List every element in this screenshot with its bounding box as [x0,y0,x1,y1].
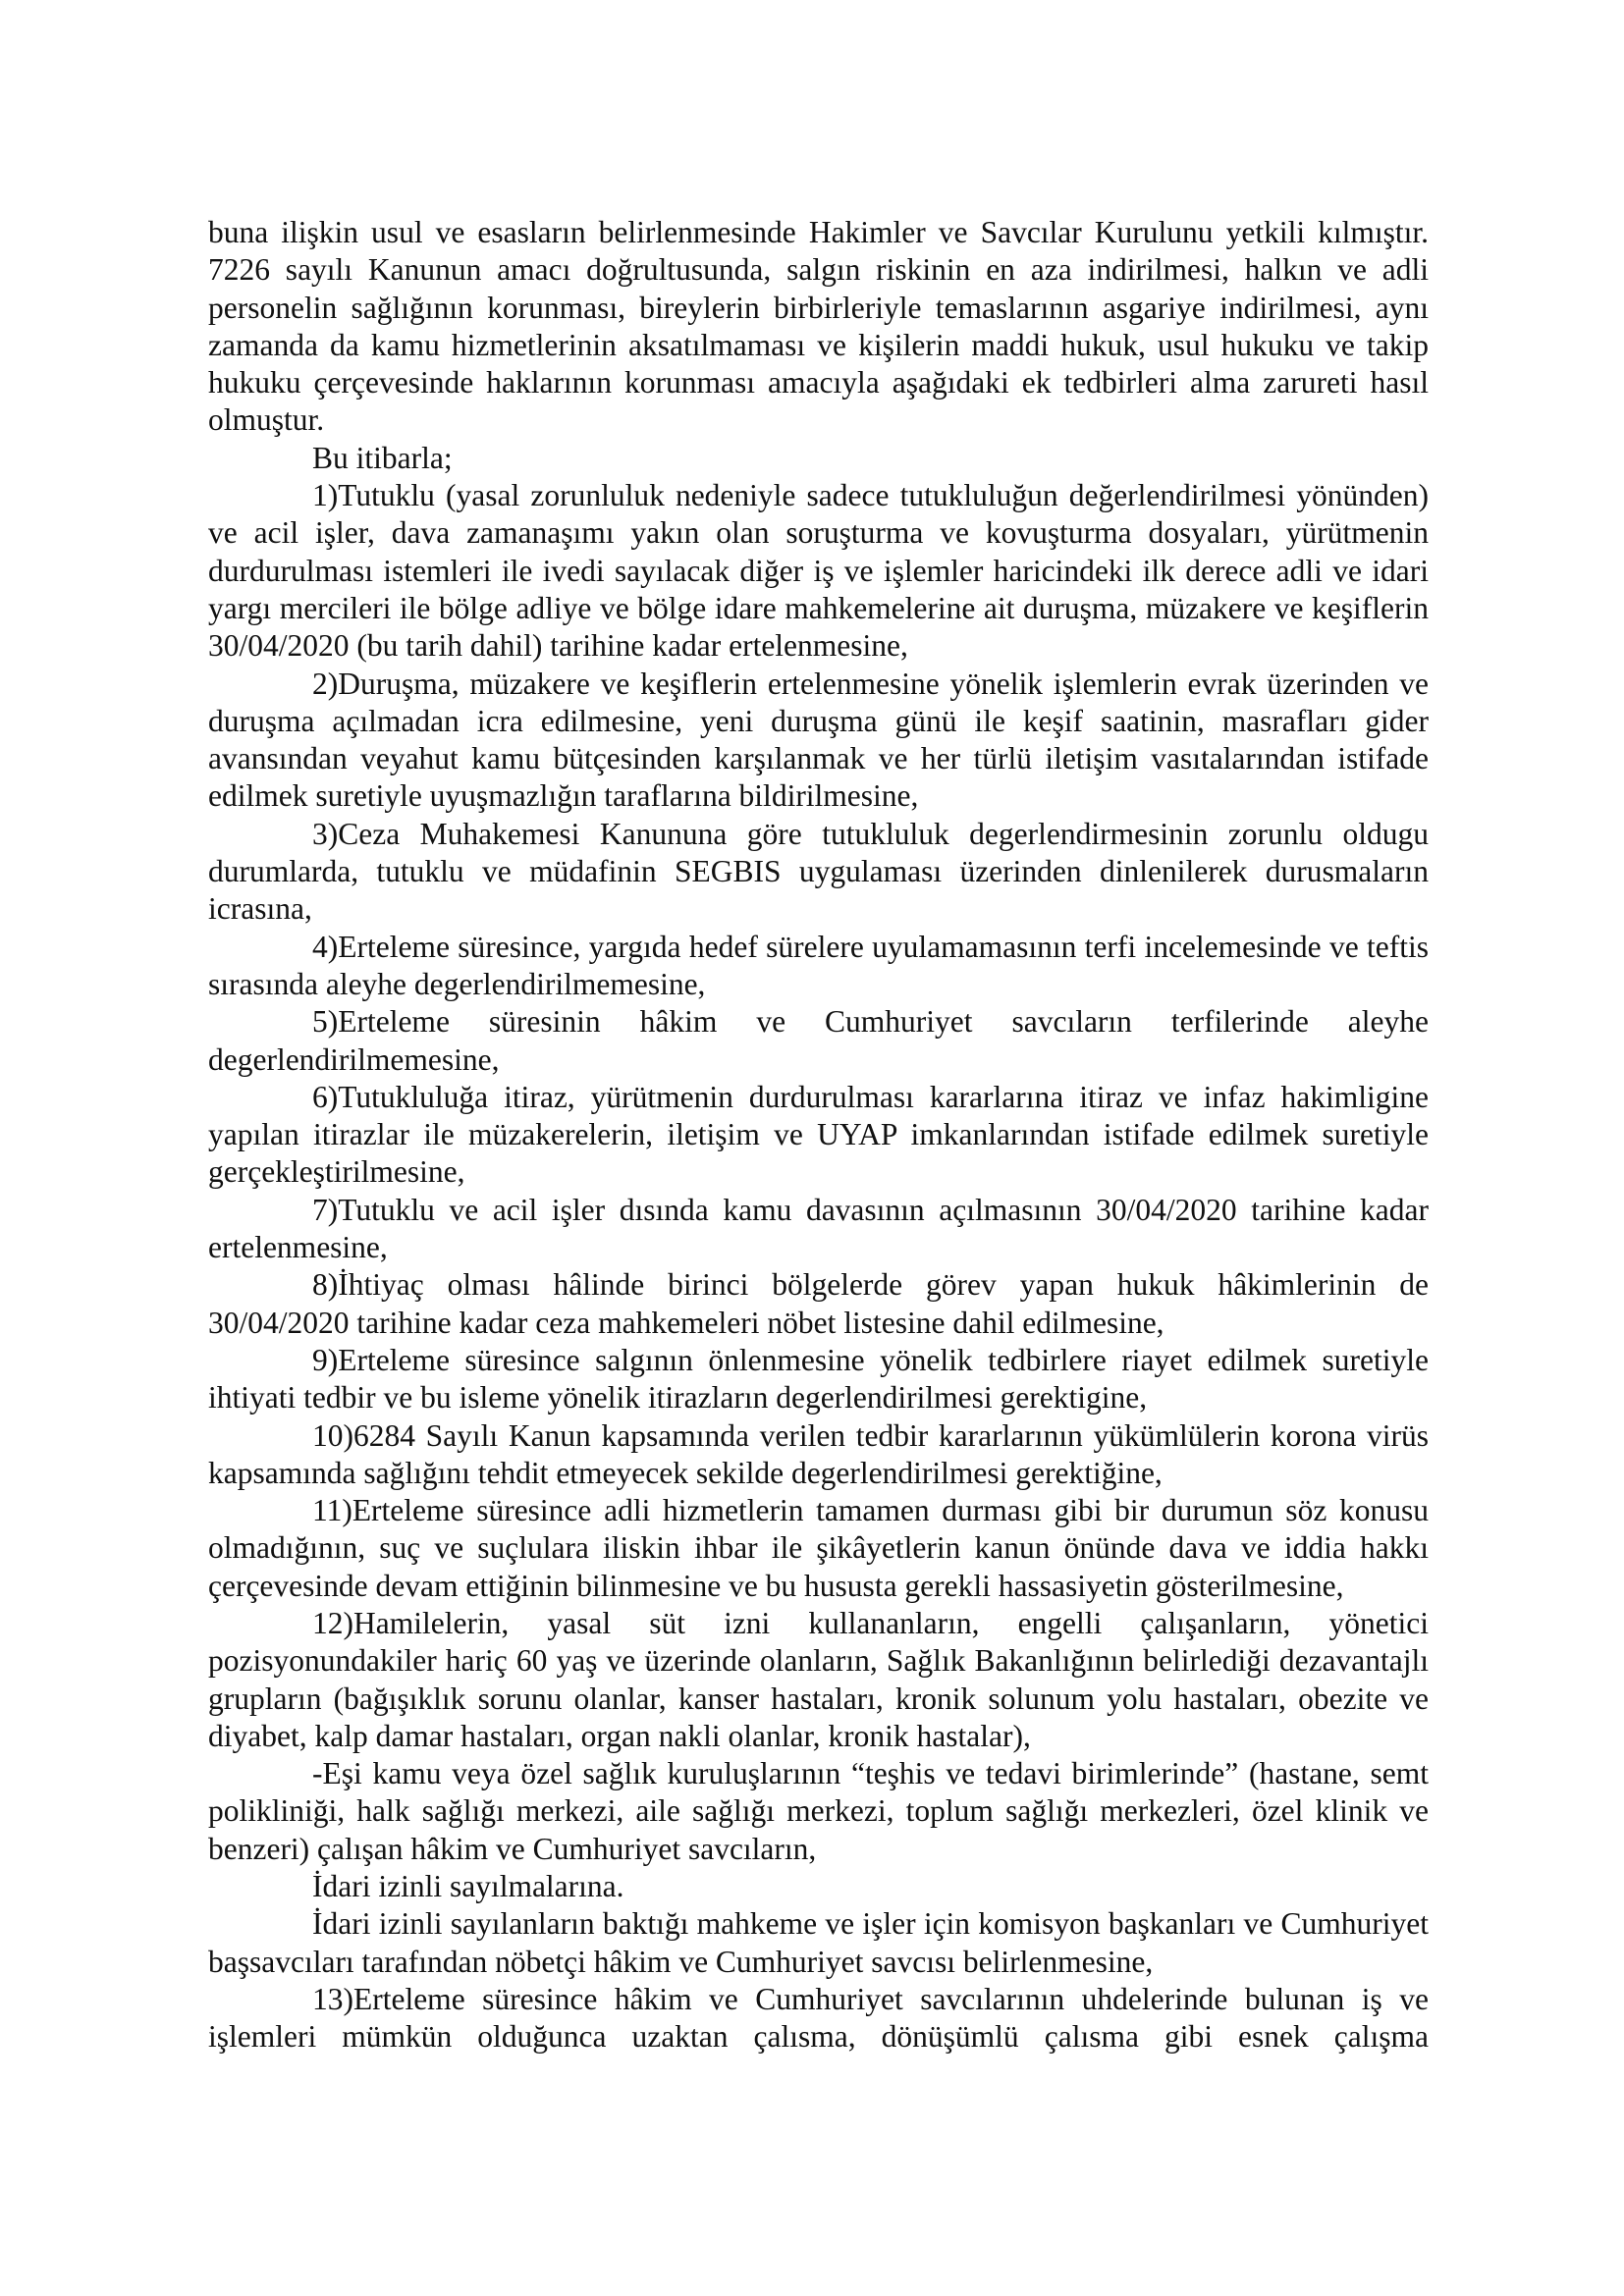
item-3-paragraph: 3)Ceza Muhakemesi Kanununa göre tutukluluk degerlendirmesinin zorunlu oldugu durumlarda, tutuklu ve müdafinin SEGBIS uygulaması üzerinden dinlenilerek durusmaların icrasına, [208,816,1429,927]
bu-itibarla-line: Bu itibarla; [312,440,453,475]
item-1-paragraph: 1)Tutuklu (yasal zorunluluk nedeniyle sadece tutukluluğun değerlendirilmesi yönünden) ve acil işler, dava zamanaşımı yakın olan soruşturma ve kovuşturma dosyaları, yürütmenin durdurulması istemleri ile ivedi sayılacak diğer iş ve işlemler haricindeki ilk derece adli ve idari yargı mercileri ile bölge adliye ve bölge idare mahkemelerine ait duruşma, müzakere ve keşiflerin 30/04/2020 (bu tarih dahil) tarihine kadar ertelenmesine, [208,478,1429,664]
item-10-paragraph: 10)6284 Sayılı Kanun kapsamında verilen tedbir kararlarının yükümlülerin korona virüs kapsamında sağlığını tehdit etmeyecek sekilde degerlendirilmesi gerektiğine, [208,1417,1429,1490]
item-5-paragraph: 5)Erteleme süresinin hâkim ve Cumhuriyet savcıların terfilerinde aleyhe degerlendirilmemesine, [208,1004,1429,1077]
duty-assignment-paragraph: İdari izinli sayılanların baktığı mahkeme ve işler için komisyon başkanları ve Cumhuriyet başsavcıları tarafından nöbetçi hâkim ve Cumhuriyet savcısı belirlenmesine, [208,1906,1429,1979]
item-11-paragraph: 11)Erteleme süresince adli hizmetlerin tamamen durması gibi bir durumun söz konusu olmadığının, suç ve suçlulara iliskin ihbar ile şikâyetlerin kanun önünde dava ve iddia hakkı çerçevesinde devam ettiğinin bilinmesine ve bu hususta gerekli hassasiyetin gösterilmesine, [208,1493,1429,1603]
intro-paragraph: buna ilişkin usul ve esasların belirlenmesinde Hakimler ve Savcılar Kurulunu yetkili kılmıştır. 7226 sayılı Kanunun amacı doğrultusunda, salgın riskinin en aza indirilmesi, halkın ve adli personelin sağlığının korunması, bireylerin birbirleriyle temaslarının asgariye indirilmesi, aynı zamanda da kamu hizmetlerinin aksatılmaması ve kişilerin maddi hukuk, usul hukuku ve takip hukuku çerçevesinde haklarının korunması amacıyla aşağıdaki ek tedbirleri alma zarureti hasıl olmuştur. [208,215,1429,438]
item-13-paragraph: 13)Erteleme süresince hâkim ve Cumhuriyet savcılarının uhdelerinde bulunan iş ve işlemleri mümkün olduğunca uzaktan çalısma, dönüşümlü çalısma gibi esnek çalışma [208,1981,1429,2055]
item-9-paragraph: 9)Erteleme süresince salgının önlenmesine yönelik tedbirlere riayet edilmek suretiyle ihtiyati tedbir ve bu isleme yönelik itirazların degerlendirilmesi gerektigine, [208,1342,1429,1415]
item-8-paragraph: 8)İhtiyaç olması hâlinde birinci bölgelerde görev yapan hukuk hâkimlerinin de 30/04/2020 tarihine kadar ceza mahkemeleri nöbet listesine dahil edilmesine, [208,1267,1429,1340]
item-6-paragraph: 6)Tutukluluğa itiraz, yürütmenin durdurulması kararlarına itiraz ve infaz hakimligine yapılan itirazlar ile müzakerelerin, iletişim ve UYAP imkanlarından istifade edilmek suretiyle gerçekleştirilmesine, [208,1079,1429,1190]
item-4-paragraph: 4)Erteleme süresince, yargıda hedef sürelere uyulamamasının terfi incelemesinde ve teftis sırasında aleyhe degerlendirilmemesine, [208,929,1429,1001]
administrative-leave-line: İdari izinli sayılmalarına. [312,1869,624,1904]
item-12-spouse-paragraph: -Eşi kamu veya özel sağlık kuruluşlarının “teşhis ve tedavi birimlerinde” (hastane, semt polikliniği, halk sağlığı merkezi, aile sağlığı merkezi, toplum sağlığı merkezleri, özel klinik ve benzeri) çalışan hâkim ve Cumhuriyet savcıların, [208,1756,1429,1866]
document-page [208,214,1429,2056]
item-12-paragraph: 12)Hamilelerin, yasal süt izni kullananların, engelli çalışanların, yönetici pozisyonundakiler hariç 60 yaş ve üzerinde olanların, Sağlık Bakanlığının belirlediği dezavantajlı grupların (bağışıklık sorunu olanlar, kanser hastaları, kronik solunum yolu hastaları, obezite ve diyabet, kalp damar hastaları, organ nakli olanlar, kronik hastalar), [208,1605,1429,1753]
item-2-paragraph: 2)Duruşma, müzakere ve keşiflerin ertelenmesine yönelik işlemlerin evrak üzerinden ve duruşma açılmadan icra edilmesine, yeni duruşma günü ile keşif saatinin, masrafları gider avansından veyahut kamu bütçesinden karşılanmak ve her türlü iletişim vasıtalarından istifade edilmek suretiyle uyuşmazlığın taraflarına bildirilmesine, [208,666,1429,814]
item-7-paragraph: 7)Tutuklu ve acil işler dısında kamu davasının açılmasının 30/04/2020 tarihine kadar ertelenmesine, [208,1192,1429,1265]
